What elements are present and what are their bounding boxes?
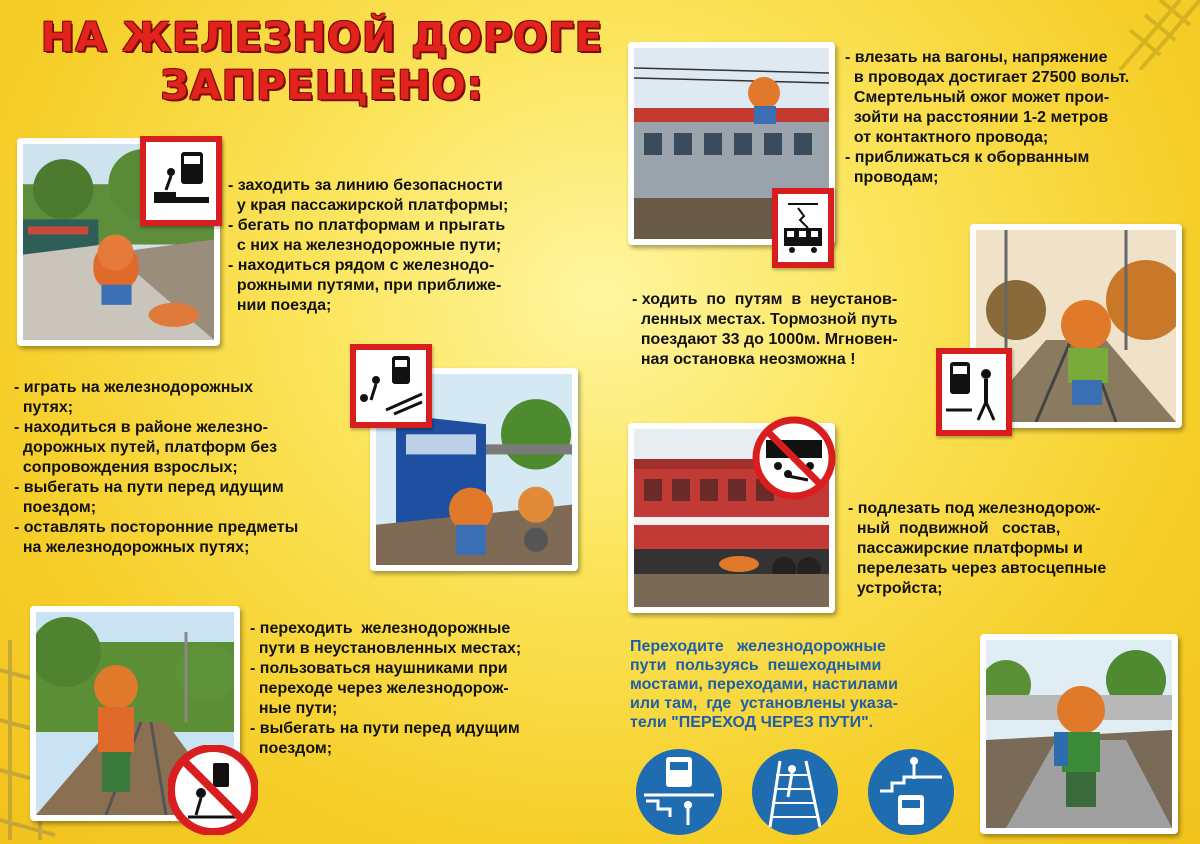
rules-block-2: - играть на железнодорожных путях; - находиться в районе железно- дорожных путей, платформ без сопровождения взрослых; - выбегать на пути перед идущим поездом; - оставлять посторонние предметы на железнодорожных путях; <box>14 379 299 556</box>
sign-no-platform-edge <box>140 136 222 226</box>
pedestrian-crossing-sign <box>750 747 840 837</box>
sign-no-crawling-under <box>752 416 836 500</box>
pedestrian-bridge-sign <box>866 747 956 837</box>
title-line-2: ЗАПРЕЩЕНО: <box>160 63 484 109</box>
advice-safe-crossing: Переходите железнодорожные пути пользуясь пешеходными мостами, переходами, настилами или там, где установлены указа- тели "ПЕРЕХОД ЧЕРЕЗ ПУТИ". <box>630 638 898 731</box>
poster-title <box>22 14 622 110</box>
rules-block-6: - подлезать под железнодорож- ный подвижной состав, пассажирские платформы и перелезать через автосцепные устройста; <box>848 500 1107 597</box>
sign-no-climbing-wagons <box>772 188 834 268</box>
pedestrian-tunnel-sign <box>634 747 724 837</box>
rules-block-5: - ходить по путям в неустанов- ленных местах. Тормозной путь поездают 33 до 1000м. Мгновен- ная остановка неозможна ! <box>632 291 898 368</box>
sign-no-walking-tracks <box>936 348 1012 436</box>
sign-no-headphones <box>168 745 258 835</box>
rules-block-4: - влезать на вагоны, напряжение в проводах достигает 27500 вольт. Смертельный ожог может прои- зойти на расстоянии 1-2 метров от контактного провода; - приближаться к оборванным проводам; <box>845 49 1130 186</box>
rules-block-3: - переходить железнодорожные пути в неустановленных местах; - пользоваться наушниками при переходе через железнодорож- ные пути; - выбегать на пути перед идущим поездом; <box>250 620 522 757</box>
title-line-1: НА ЖЕЛЕЗНОЙ ДОРОГЕ <box>40 15 604 61</box>
rules-block-1: - заходить за линию безопасности у края пассажирской платформы; - бегать по платформам и прыгать с них на железнодорожные пути; - находиться рядом с железнодо- рожными путями, при приближе- нии поезда; <box>228 177 509 314</box>
sign-no-playing <box>350 344 432 428</box>
photo-safe-crossing <box>980 634 1178 834</box>
